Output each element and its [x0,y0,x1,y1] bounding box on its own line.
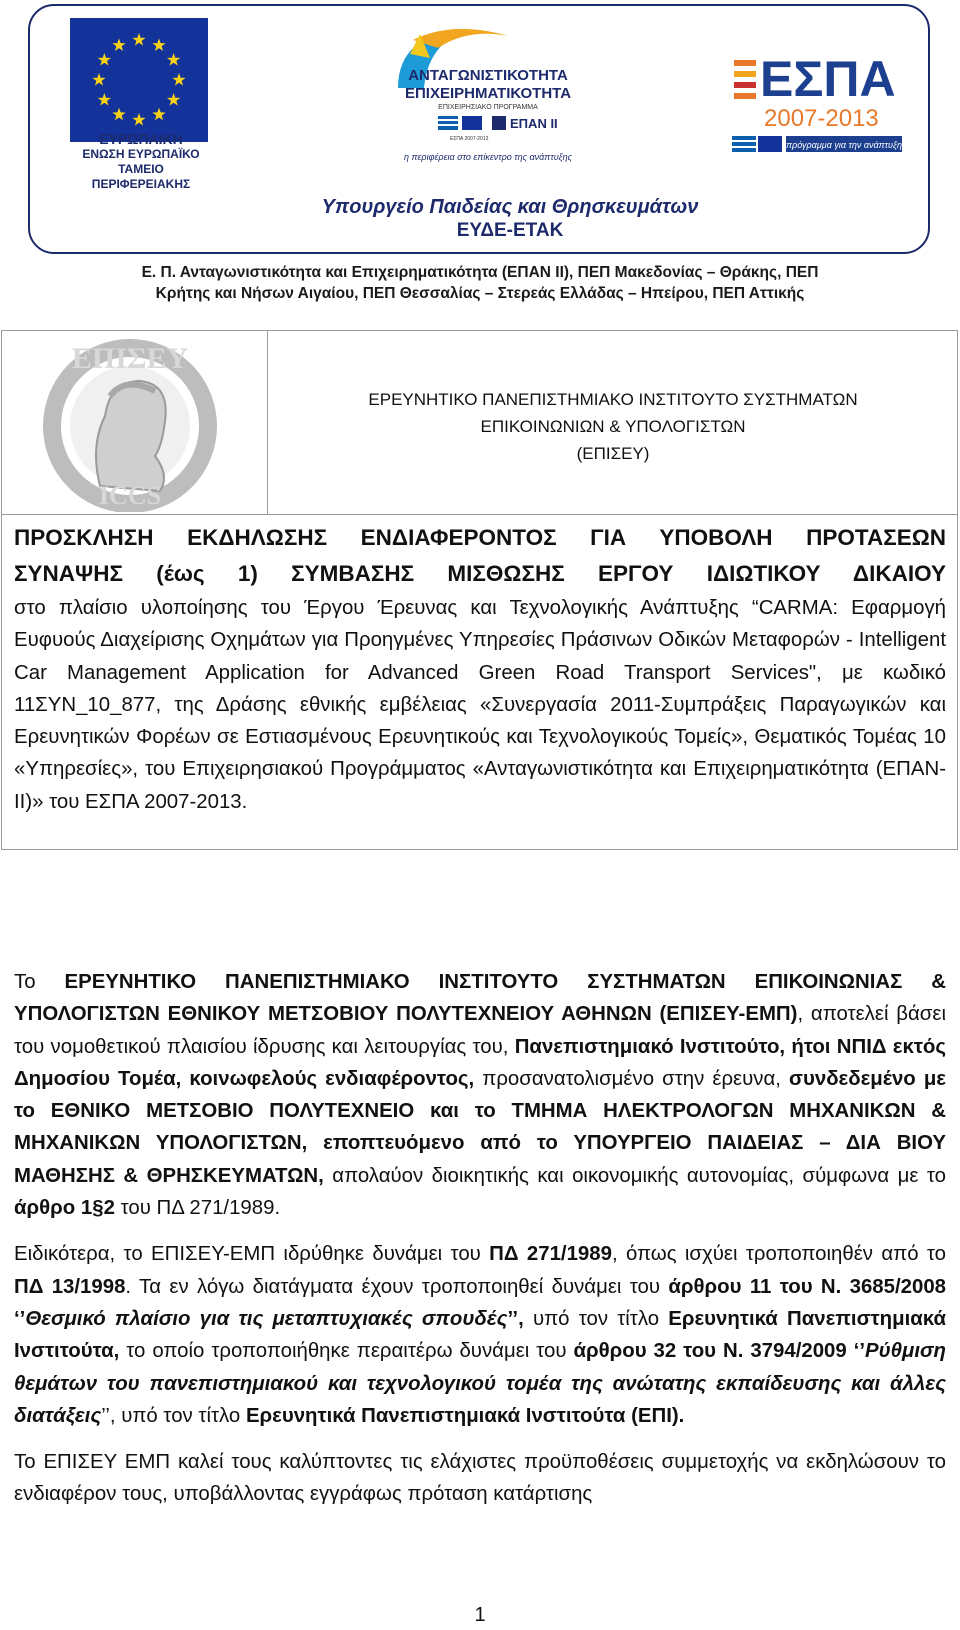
programs-line: Ε. Π. Ανταγωνιστικότητα και Επιχειρηματικότητα (ΕΠΑΝ ΙΙ), ΠΕΠ Μακεδονίας – Θράκης, ΠΕΠ Κρήτης και Νήσων Αιγαίου, ΠΕΠ Θεσσαλίας – Στερεάς Ελλάδας – Ηπείρου, ΠΕΠ Αττικής [141,264,819,302]
iccs-emblem-icon [30,336,230,512]
competitiveness-logo [358,18,618,166]
greek-flag-icon [438,116,458,130]
slogan: η περιφέρεια στο επίκεντρο της ανάπτυξης [403,152,573,162]
eu-fund-label: ΕΥΡΩΠΑΙΚΗ ΕΝΩΣΗ ΕΥΡΩΠΑΪΚΟ ΤΑΜΕΙΟ ΠΕΡΙΦΕΡΕΙΑΚΗΣ [82,131,200,191]
call-heading-line1: ΠΡΟΣΚΛΗΣΗ ΕΚΔΗΛΩΣΗΣ ΕΝΔΙΑΦΕΡΟΝΤΟΣ ΓΙΑ ΥΠΟΒΟΛΗ ΠΡΟΤΑΣΕΩΝ [14,525,946,550]
espa-title: ΕΣΠΑ [760,51,896,107]
call-block [14,520,946,818]
epan-label: ΕΠΑΝ ΙΙ [510,116,558,131]
eu-mini-flag-icon [462,116,482,130]
paragraph-call-invitation: Το ΕΠΙΣΕΥ ΕΜΠ καλεί τους καλύπτοντες τις ελάχιστες προϋποθέσεις συμμετοχής να εκδηλώσουν το ενδιαφέρον τους, υποβάλλοντας εγγράφως πρόταση κατάρτισης [14,1451,946,1506]
eu-flag-small-icon [758,136,782,152]
espa-tagline: πρόγραμμα για την ανάπτυξη [786,140,902,150]
page-number: 1 [474,1604,486,1626]
institute-name: ΕΡΕΥΝΗΤΙΚΟ ΠΑΝΕΠΙΣΤΗΜΙΑΚΟ ΙΝΣΤΙΤΟΥΤΟ ΣΥΣΤΗΜΑΤΩΝ ΕΠΙΚΟΙΝΩΝΙΩΝ & ΥΠΟΛΟΓΙΣΤΩΝ (ΕΠΙΣΕΥ) [368,390,858,463]
competitiveness-line1: ΑΝΤΑΓΩΝΙΣΤΙΚΟΤΗΤΑ [408,67,568,84]
paragraph-legal-basis: Ειδικότερα, το ΕΠΙΣΕΥ-ΕΜΠ ιδρύθηκε δυνάμει του ΠΔ 271/1989, όπως ισχύει τροποποιηθέν από το ΠΔ 13/1998. Τα εν λόγω διατάγματα έχουν τροποποιηθεί δυνάμει του άρθρου 11 του Ν. 3685/2008 ‘’Θεσμικό πλαίσιο για τις μεταπτυχιακές σπουδές’’, υπό τον τίτλο Ερευνητικά Πανεπιστημιακά Ινστιτούτα, το οποίο τροποποιήθηκε περαιτέρω δυνάμει του άρθρου 32 του Ν. 3794/2009 ‘’Ρύθμιση θεμάτων του πανεπιστημιακού και τεχνολογικού τομέα της ανώτατης εκπαίδευσης και άλλες διατάξεις’’, υπό τον τίτλο Ερευνητικά Πανεπιστημιακά Ινστιτούτα (ΕΠΙ). [14,1243,946,1427]
emblem-bottom-text: ICCS [98,481,162,510]
ministry-title: Υπουργείο Παιδείας και Θρησκευμάτων ΕΥΔΕ-ΕΤΑΚ [321,196,699,241]
call-heading-line2: ΣΥΝΑΨΗΣ (έως 1) ΣΥΜΒΑΣΗΣ ΜΙΣΘΩΣΗΣ ΕΡΓΟΥ ΙΔΙΩΤΙΚΟΥ ΔΙΚΑΙΟΥ [14,561,946,586]
call-description: στο πλαίσιο υλοποίησης του Έργου Έρευνας και Τεχνολογικής Ανάπτυξης “CARMA: Εφαρμογή Ευφυούς Διαχείρισης Οχημάτων για Προηγμένες Υπηρεσίες Πράσινων Οδικών Μεταφορών - Intelligent Car Management Application for Advanced Green Road Transport Services", με κωδικό 11ΣΥΝ_10_877, της Δράσης εθνικής εμβέλειας «Συνεργασία 2011-Συμπράξεις Παραγωγικών και Ερευνητικών Φορέων σε Εστιασμένους Ερευνητικούς και Τεχνολογικούς Τομείς», Θεματικός Τομέας 10 «Υπηρεσίες», του Επιχειρησιακού Προγράμματος «Ανταγωνιστικότητα και Επιχειρηματικότητα (ΕΠΑΝ-ΙΙ)» του ΕΣΠΑ 2007-2013. [14,597,946,813]
eu-flag-icon [70,18,208,142]
emblem-top-text: ΕΠΙΣΕΥ [71,342,189,375]
espa-years: 2007-2013 [764,105,879,132]
document-body [14,966,946,1525]
competitiveness-line3: ΕΠΙΧΕΙΡΗΣΙΑΚΟ ΠΡΟΓΡΑΜΜΑ [438,104,538,111]
espa-small-label: ΕΣΠΑ 2007-2013 [450,136,489,142]
frame-divider-horizontal [1,514,958,515]
greek-flag-small-icon [732,136,756,152]
espa-logo [730,38,905,168]
paragraph-institute-status: Το ΕΡΕΥΝΗΤΙΚΟ ΠΑΝΕΠΙΣΤΗΜΙΑΚΟ ΙΝΣΤΙΤΟΥΤΟ ΣΥΣΤΗΜΑΤΩΝ ΕΠΙΚΟΙΝΩΝΙΑΣ & ΥΠΟΛΟΓΙΣΤΩΝ ΕΘΝΙΚΟΥ ΜΕΤΣΟΒΙΟΥ ΠΟΛΥΤΕΧΝΕΙΟΥ ΑΘΗΝΩΝ (ΕΠΙΣΕΥ-ΕΜΠ), αποτελεί βάσει του νομοθετικού πλαισίου ίδρυσης και λειτουργίας του, Πανεπιστημιακό Ινστιτούτο, ήτοι ΝΠΙΔ εκτός Δημοσίου Τομέα, κοινωφελούς ενδιαφέροντος, προσανατολισμένο στην έρευνα, συνδεδεμένο με το ΕΘΝΙΚΟ ΜΕΤΣΟΒΙΟ ΠΟΛΥΤΕΧΝΕΙΟ και το ΤΜΗΜΑ ΗΛΕΚΤΡΟΛΟΓΩΝ ΜΗΧΑΝΙΚΩΝ & ΜΗΧΑΝΙΚΩΝ ΥΠΟΛΟΓΙΣΤΩΝ, εποπτευόμενο από το ΥΠΟΥΡΓΕΙΟ ΠΑΙΔΕΙΑΣ – ΔΙΑ ΒΙΟΥ ΜΑΘΗΣΗΣ & ΘΡΗΣΚΕΥΜΑΤΩΝ, απολαύον διοικητικής και οικονομικής αυτονομίας, σύμφωνα με το άρθρο 1§2 του ΠΔ 271/1989. [14,971,946,1220]
competitiveness-line2: ΕΠΙΧΕΙΡΗΜΑΤΙΚΟΤΗΤΑ [404,85,572,102]
